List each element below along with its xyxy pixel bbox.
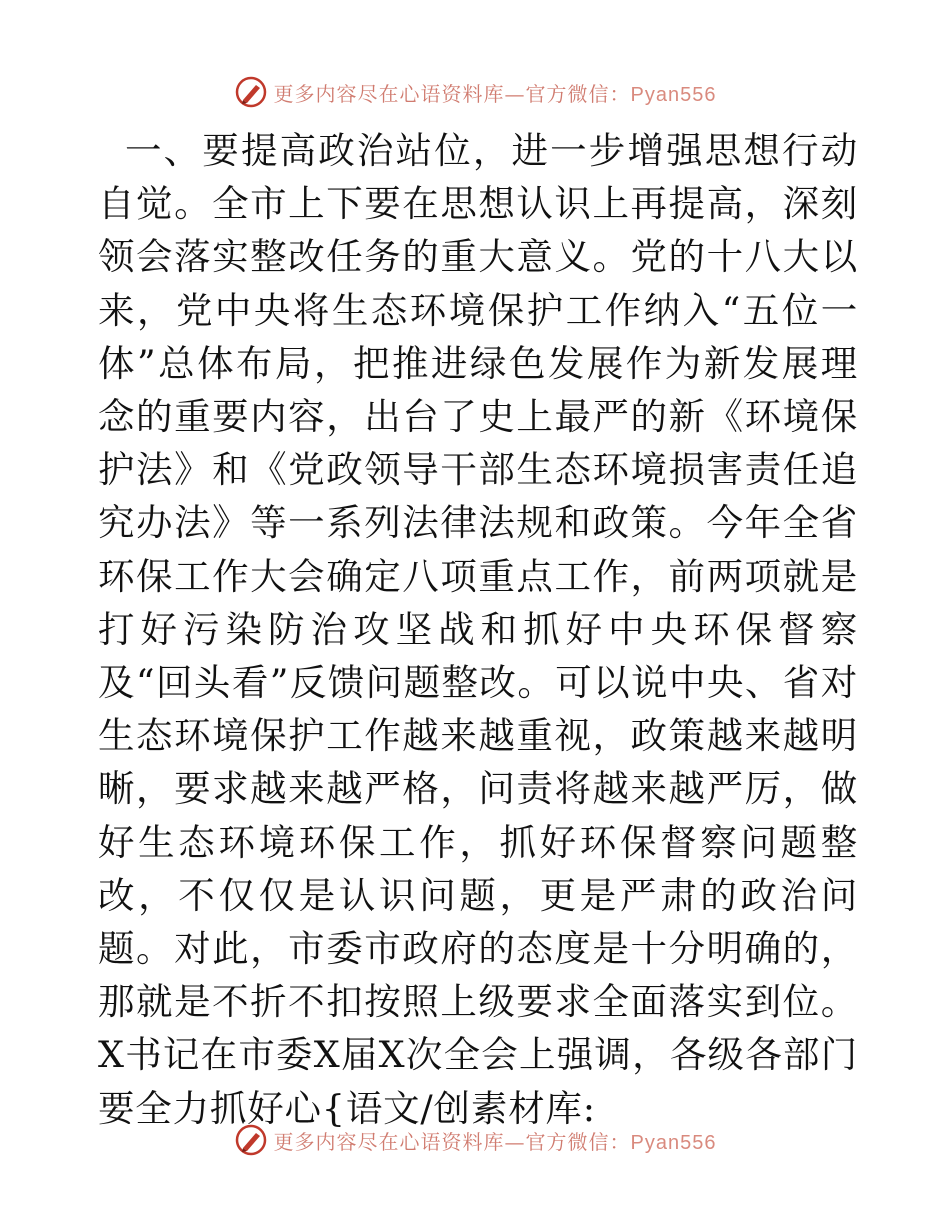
watermark-account: Pyan556: [630, 1131, 717, 1154]
footer-watermark: [0, 1120, 950, 1160]
watermark-text: 更多内容尽在心语资料库—官方微信：Pyan556: [273, 1129, 717, 1154]
watermark-account: Pyan556: [630, 83, 717, 106]
document-paragraph: 一、要提高政治站位，进一步增强思想行动自觉。全市上下要在思想认识上再提高，深刻领会落实整改任务的重大意义。党的十八大以来，党中央将生态环境保护工作纳入“五位一体”总体布局，把推进绿色发展作为新发展理念的重要内容，出台了史上最严的新《环境保护法》和《党政领导干部生态环境损害责任追究办法》等一系列法律法规和政策。今年全省环保工作大会确定八项重点工作，前两项就是打好污染防治攻坚战和抓好中央环保督察及“回头看”反馈问题整改。可以说中央、省对生态环境保护工作越来越重视，政策越来越明晰，要求越来越严格，问责将越来越严厉，做好生态环境环保工作，抓好环保督察问题整改，不仅仅是认识问题，更是严肃的政治问题。对此，市委市政府的态度是十分明确的，那就是不折不扣按照上级要求全面落实到位。X书记在市委X届X次全会上强调，各级各部门要全力抓好心{语文/创素材库:: [98, 129, 858, 1130]
pen-circle-logo-icon: [234, 1123, 268, 1157]
header-watermark: [0, 72, 950, 112]
watermark-text: 更多内容尽在心语资料库—官方微信：Pyan556: [273, 81, 717, 106]
pen-circle-logo-icon: [234, 75, 268, 109]
